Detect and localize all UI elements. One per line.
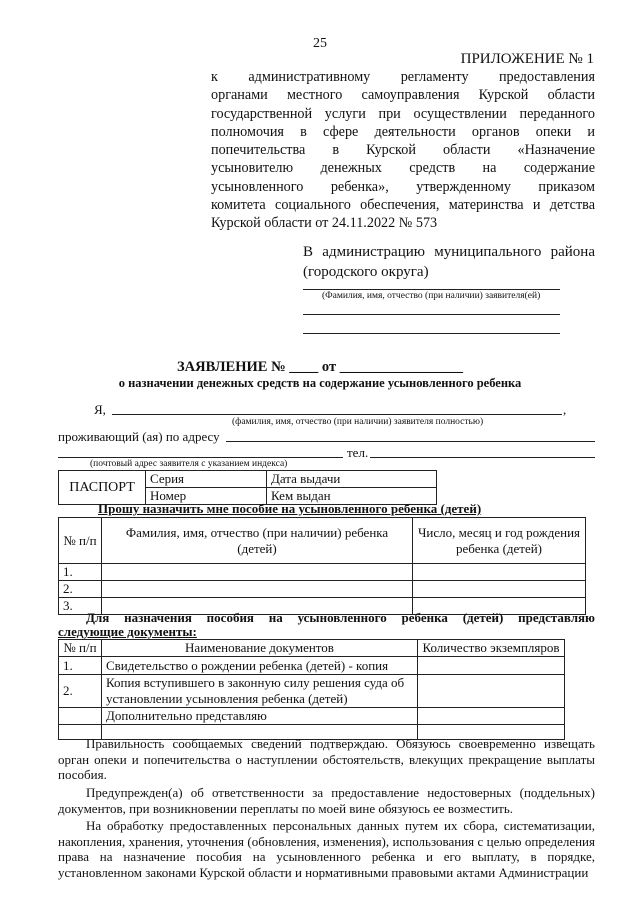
appendix-line: полномочия в сфере деятельности органов опеки и	[211, 123, 595, 140]
appendix-line: попечительства в Курской области «Назначение	[211, 142, 595, 159]
document-row-num: 1.	[59, 657, 102, 675]
children-row-num: 3.	[59, 598, 102, 615]
documents-intro-1: Для назначения пособия на усыновленного ребенка (детей) представляю	[86, 610, 595, 625]
documents-intro-2: следующие документы:	[58, 624, 197, 639]
documents-col-name: Наименование документов	[102, 640, 418, 657]
consent-paragraph	[58, 818, 595, 880]
addressee	[303, 242, 595, 282]
document-row-name: Дополнительно представляю	[102, 708, 418, 725]
passport-series[interactable]: Серия	[146, 471, 267, 488]
appendix-line: усыновителю денежных средств на содержание	[211, 160, 595, 177]
appendix-line: органами местного самоуправления Курской области	[211, 87, 595, 104]
appendix-line: усыновленного ребенка», утвержденному приказом	[211, 178, 595, 195]
applicant-name-hint: (Фамилия, имя, отчество (при наличии) заявителя(ей)	[322, 291, 541, 301]
appendix-title: ПРИЛОЖЕНИЕ № 1	[460, 51, 594, 67]
passport-issued-by[interactable]: Кем выдан	[267, 488, 437, 505]
document-row-name: Копия вступившего в законную силу решения суда об установлении усыновления ребенка (детей)	[102, 675, 418, 708]
passport-issue-date[interactable]: Дата выдачи	[267, 471, 437, 488]
document-row-count[interactable]	[418, 657, 565, 675]
ya-label: Я,	[94, 402, 106, 417]
passport-number[interactable]: Номер	[146, 488, 267, 505]
applicant-fullname-line[interactable]	[112, 414, 562, 415]
page-number: 25	[313, 36, 327, 51]
tel-label: тел.	[347, 445, 369, 460]
appendix-reference	[211, 68, 595, 233]
children-row-num: 2.	[59, 581, 102, 598]
paragraph-text: На обработку предоставленных персональных данных путем их сбора, систематизации, накопления, хранения, уточнения (обновления, изменения), использования с целью определения права на назначение пособия на усыновленного ребенка и его выплату, в порядке, установленном законами Курской области и нормативными правовыми актами Администрации	[58, 818, 595, 880]
children-row-name[interactable]	[102, 581, 413, 598]
appendix-line: государственной услуги при осуществлении переданного	[211, 105, 595, 122]
addressee-line: (городского округа)	[303, 264, 429, 280]
applicant-line-3[interactable]	[303, 333, 560, 334]
statement-subtitle: о назначении денежных средств на содержание усыновленного ребенка	[118, 376, 522, 390]
residing-label: проживающий (ая) по адресу	[58, 429, 220, 444]
address-line-2[interactable]	[58, 457, 343, 458]
children-row-birth[interactable]	[413, 581, 586, 598]
children-row-name[interactable]	[102, 564, 413, 581]
applicant-name-line[interactable]	[303, 289, 560, 290]
address-hint: (почтовый адрес заявителя с указанием индекса)	[90, 459, 288, 469]
document-row-name: Свидетельство о рождении ребенка (детей) - копия	[102, 657, 418, 675]
confirmation-paragraph	[58, 736, 595, 783]
documents-col-count: Количество экземпляров	[418, 640, 565, 657]
fullname-hint: (фамилия, имя, отчество (при наличии) заявителя полностью)	[232, 417, 484, 427]
children-col-name: Фамилия, имя, отчество (при наличии) ребенка (детей)	[102, 518, 413, 564]
address-line[interactable]	[226, 441, 595, 442]
passport-label: ПАСПОРТ	[59, 471, 146, 505]
document-row-count[interactable]	[418, 675, 565, 708]
paragraph-text: Правильность сообщаемых сведений подтверждаю. Обязуюсь своевременно извещать орган опеки и попечительства о наступлении обстоятельств, влекущих прекращение выплаты пособия.	[58, 736, 595, 782]
liability-paragraph	[58, 785, 595, 816]
children-row-num: 1.	[59, 564, 102, 581]
comma: ,	[563, 402, 567, 417]
appendix-line: Курской области от 24.11.2022 № 573	[211, 215, 438, 232]
documents-col-num: № п/п	[59, 640, 102, 657]
appendix-line: к административному регламенту предоставления	[211, 69, 595, 85]
documents-table	[58, 639, 565, 740]
children-table	[58, 517, 586, 615]
paragraph-text: Предупрежден(а) об ответственности за предоставление недостоверных (поддельных) документов, при возникновении переплаты по моей вине обязуюсь ее возместить.	[58, 785, 595, 816]
document-row-count[interactable]	[418, 708, 565, 725]
applicant-line-2[interactable]	[303, 314, 560, 315]
document-row-num: 2.	[59, 675, 102, 708]
passport-table	[58, 470, 437, 505]
children-request: Прошу назначить мне пособие на усыновленного ребенка (детей)	[98, 501, 482, 516]
phone-line[interactable]	[370, 457, 595, 458]
addressee-line: В администрацию муниципального района	[303, 244, 595, 260]
statement-title: ЗАЯВЛЕНИЕ № ____ от _________________	[177, 359, 463, 375]
children-col-birth: Число, месяц и год рождения ребенка (детей)	[413, 518, 586, 564]
appendix-line: комитета социального обеспечения, материнства и детства	[211, 197, 595, 214]
children-col-num: № п/п	[59, 518, 102, 564]
children-row-birth[interactable]	[413, 564, 586, 581]
document-row-num	[59, 708, 102, 725]
